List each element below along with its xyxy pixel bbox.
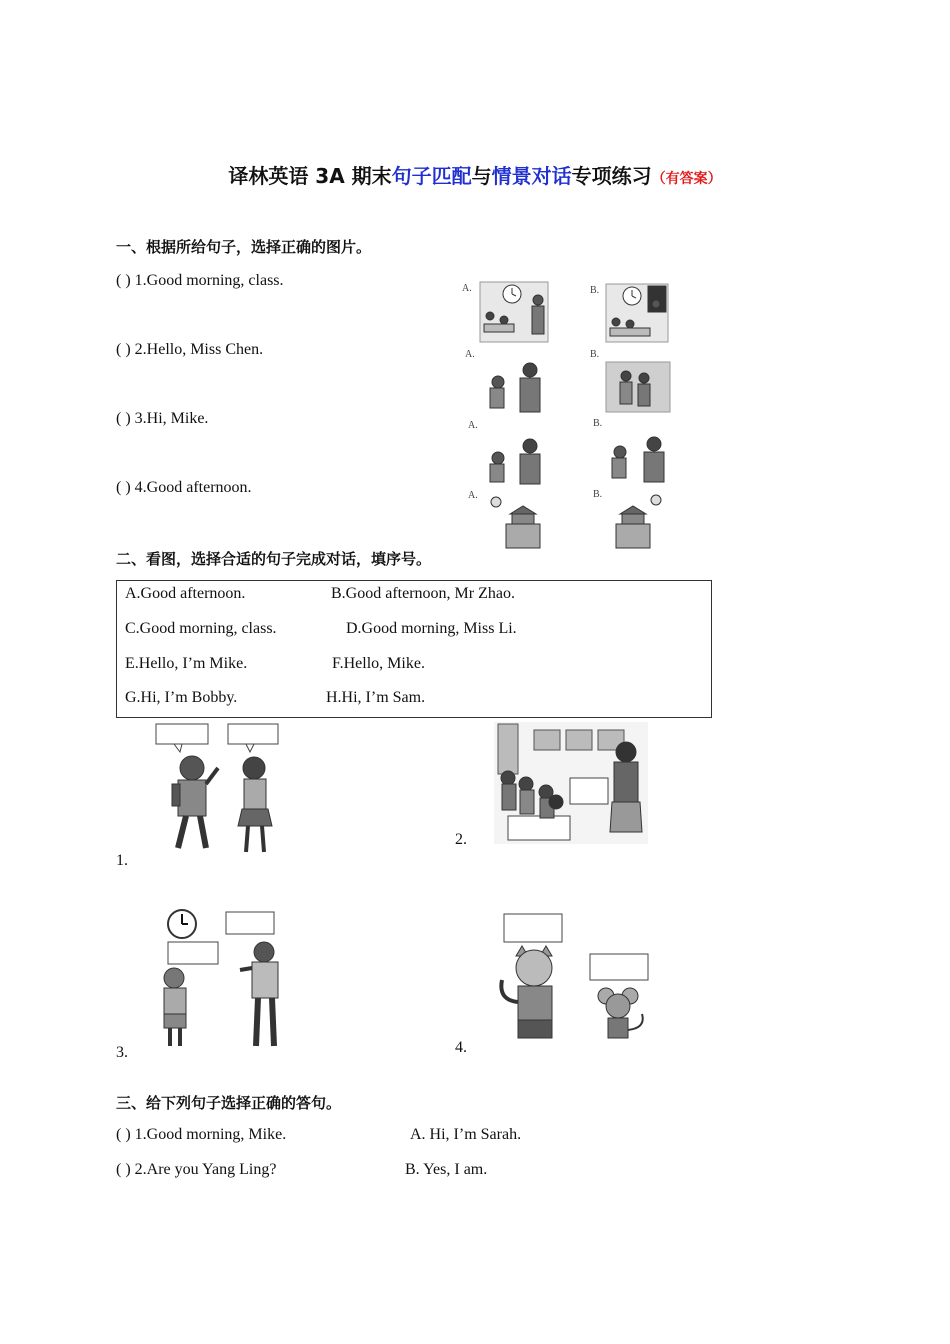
pic-label-2a: A.: [465, 349, 475, 360]
pic-label-1b: B.: [590, 285, 600, 296]
picture-number-2: 2.: [455, 831, 467, 848]
cat-figure-icon: [501, 946, 552, 1038]
title-part5: 专项练习: [571, 164, 652, 188]
answer-bracket[interactable]: ( ): [116, 1126, 131, 1143]
section1-heading: 一、根据所给句子，选择正确的图片。: [116, 238, 372, 256]
building-sun-picture-a: [491, 497, 540, 548]
section1-picture-grid: [460, 278, 680, 552]
street-picture-b: [606, 362, 670, 412]
option-e: E.Hello, I’m Mike.: [125, 655, 248, 672]
s3-answer-a: A. Hi, I’m Sarah.: [410, 1126, 522, 1143]
boy-and-teacher-picture-a: [490, 363, 540, 412]
title-part2: 句子匹配: [391, 164, 472, 188]
speech-bubble-man[interactable]: [226, 912, 274, 934]
option-c: C.Good morning, class.: [125, 620, 277, 637]
answer-bracket[interactable]: ( ): [116, 410, 131, 427]
mouse-figure-icon: [598, 988, 643, 1038]
boy-man-clock-picture: [156, 908, 284, 1052]
classroom-picture-b: [606, 284, 668, 342]
option-g: G.Hi, I’m Bobby.: [125, 689, 238, 706]
pic-label-3b: B.: [593, 418, 603, 429]
picture-number-1: 1.: [116, 852, 128, 869]
girl-figure-icon: [238, 757, 272, 852]
title-part1: 译林英语 3A 期末: [228, 164, 392, 188]
option-a: A.Good afternoon.: [125, 585, 246, 602]
section2-heading: 二、看图，选择合适的句子完成对话，填序号。: [116, 550, 432, 568]
classroom-teacher-picture: [494, 722, 648, 844]
speech-bubble-mouse[interactable]: [590, 954, 648, 980]
answer-bracket[interactable]: ( ): [116, 1161, 131, 1178]
s3-question-2: [116, 1161, 276, 1179]
pic-label-2b: B.: [590, 349, 600, 360]
question-text: 1.Good morning, Mike.: [134, 1126, 287, 1143]
picture-number-3: 3.: [116, 1044, 128, 1061]
options-box: [116, 580, 712, 718]
boy-and-teacher-picture-b: [612, 437, 664, 482]
section3-heading: 三、给下列句子选择正确的答句。: [116, 1094, 342, 1112]
option-b: B.Good afternoon, Mr Zhao.: [331, 585, 515, 602]
pic-label-4b: B.: [593, 489, 603, 500]
option-d: D.Good morning, Miss Li.: [346, 620, 517, 637]
question-text: 4.Good afternoon.: [134, 479, 252, 496]
bubble-tail-icon: [174, 744, 182, 752]
pic-label-1a: A.: [462, 283, 472, 294]
question-text: 2.Are you Yang Ling?: [134, 1161, 277, 1178]
option-f: F.Hello, Mike.: [332, 655, 425, 672]
s1-question-2: [116, 341, 263, 359]
s3-question-1: [116, 1126, 286, 1144]
pic-label-3a: A.: [468, 420, 478, 431]
speech-bubble-left[interactable]: [156, 724, 208, 744]
option-h: H.Hi, I’m Sam.: [326, 689, 426, 706]
boy-figure-icon: [172, 756, 218, 848]
cat-mouse-picture: [492, 910, 654, 1052]
speech-bubble-boy[interactable]: [168, 942, 218, 964]
building-sun-picture-b: [616, 495, 661, 548]
speech-bubble-cat[interactable]: [504, 914, 562, 942]
answer-bracket[interactable]: ( ): [116, 479, 131, 496]
speech-bubble-class[interactable]: [508, 816, 570, 840]
page-title: [0, 160, 950, 189]
speech-bubble-right[interactable]: [228, 724, 278, 744]
question-text: 2.Hello, Miss Chen.: [134, 341, 264, 358]
classroom-picture-a: [480, 282, 548, 342]
answer-bracket[interactable]: ( ): [116, 341, 131, 358]
title-part3: 与: [471, 164, 492, 188]
speech-bubble-teacher[interactable]: [570, 778, 608, 804]
picture-number-4: 4.: [455, 1039, 467, 1056]
pic-label-4a: A.: [468, 490, 478, 501]
s3-answer-b: B. Yes, I am.: [405, 1161, 488, 1178]
clock-icon: [168, 910, 196, 938]
bubble-tail-icon: [246, 744, 254, 752]
answer-bracket[interactable]: ( ): [116, 272, 131, 289]
title-note: （有答案）: [651, 171, 722, 187]
question-text: 1.Good morning, class.: [134, 272, 284, 289]
boy-girl-dialogue-picture: [150, 722, 290, 862]
boy-and-teacher-picture-a2: [490, 439, 540, 484]
question-text: 3.Hi, Mike.: [134, 410, 209, 427]
man-figure-icon: [240, 942, 278, 1046]
s1-question-1: [116, 272, 284, 290]
title-part4: 情景对话: [491, 164, 572, 188]
boy-figure-icon: [164, 968, 186, 1046]
s1-question-4: [116, 479, 252, 497]
s1-question-3: [116, 410, 208, 428]
